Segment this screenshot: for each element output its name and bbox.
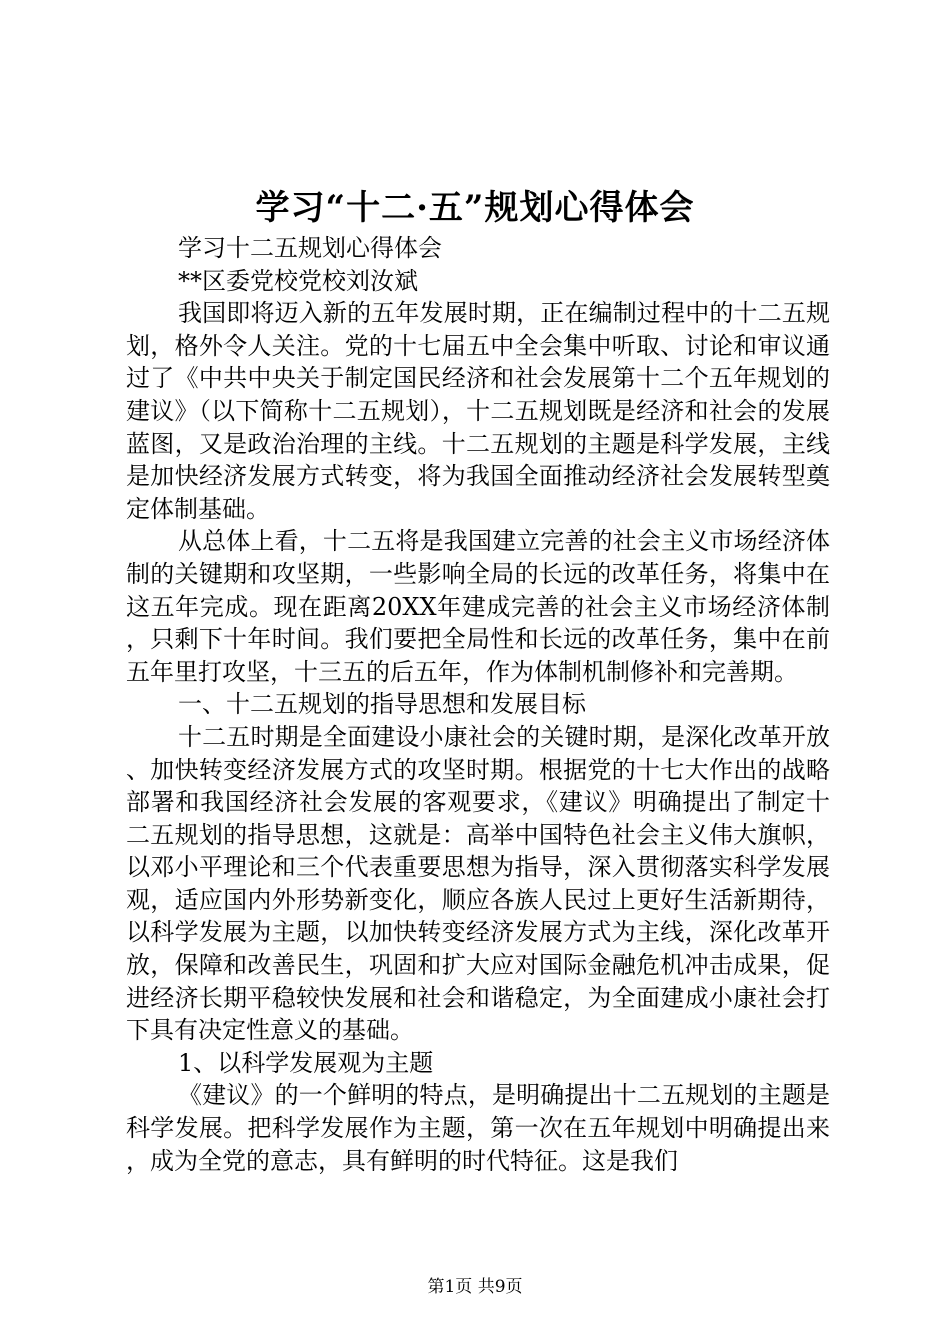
body-paragraph: 十二五时期是全面建设小康社会的关键时期，是深化改革开放、加快转变经济发展方式的攻坚时期。根据党的十七大作出的战略部署和我国经济社会发展的客观要求，《建议》明确提出了制定十二五规划的指导思想，这就是：高举中国特色社会主义伟大旗帜，以邓小平理论和三个代表重要思想为指导，深入贯彻落实科学发展观，适应国内外形势新变化，顺应各族人民过上更好生活新期待，以科学发展为主题，以加快转变经济发展方式为主线，深化改革开放，保障和改善民生，巩固和扩大应对国际金融危机冲击成果，促进经济长期平稳较快发展和社会和谐稳定，为全面建成小康社会打下具有决定性意义的基础。 [126,722,830,1045]
document-title: 学习“十二·五”规划心得体会 [255,188,695,228]
body-paragraph: 从总体上看，十二五将是我国建立完善的社会主义市场经济体制的关键期和攻坚期，一些影响全局的长远的改革任务，将集中在这五年完成。现在距离20XX年建成完善的社会主义市场经济体制，只剩下十年时间。我们要把全局性和长远的改革任务，集中在前五年里打攻坚，十三五的后五年，作为体制机制修补和完善期。 [126,527,830,686]
subtitle-paragraph: 学习十二五规划心得体会 [178,234,442,262]
section-heading: 一、十二五规划的指导思想和发展目标 [178,690,586,719]
body-paragraph: 我国即将迈入新的五年发展时期，正在编制过程中的十二五规划，格外令人关注。党的十七届五中全会集中听取、讨论和审议通过了《中共中央关于制定国民经济和社会发展第十二个五年规划的建议》（以下简称十二五规划），十二五规划既是经济和社会的发展蓝图，又是政治治理的主线。十二五规划的主题是科学发展，主线是加快经济发展方式转变，将为我国全面推动经济社会发展转型奠定体制基础。 [126,299,830,523]
page-footer: 第1页 共9页 [427,1277,523,1297]
subsection-heading: 1、以科学发展观为主题 [178,1048,434,1077]
author-paragraph: **区委党校党校刘汝斌 [178,266,418,295]
document-body [126,232,830,1177]
body-paragraph: 《建议》的一个鲜明的特点，是明确提出十二五规划的主题是科学发展。把科学发展作为主题，第一次在五年规划中明确提出来，成为全党的意志，具有鲜明的时代特征。这是我们 [126,1081,830,1175]
